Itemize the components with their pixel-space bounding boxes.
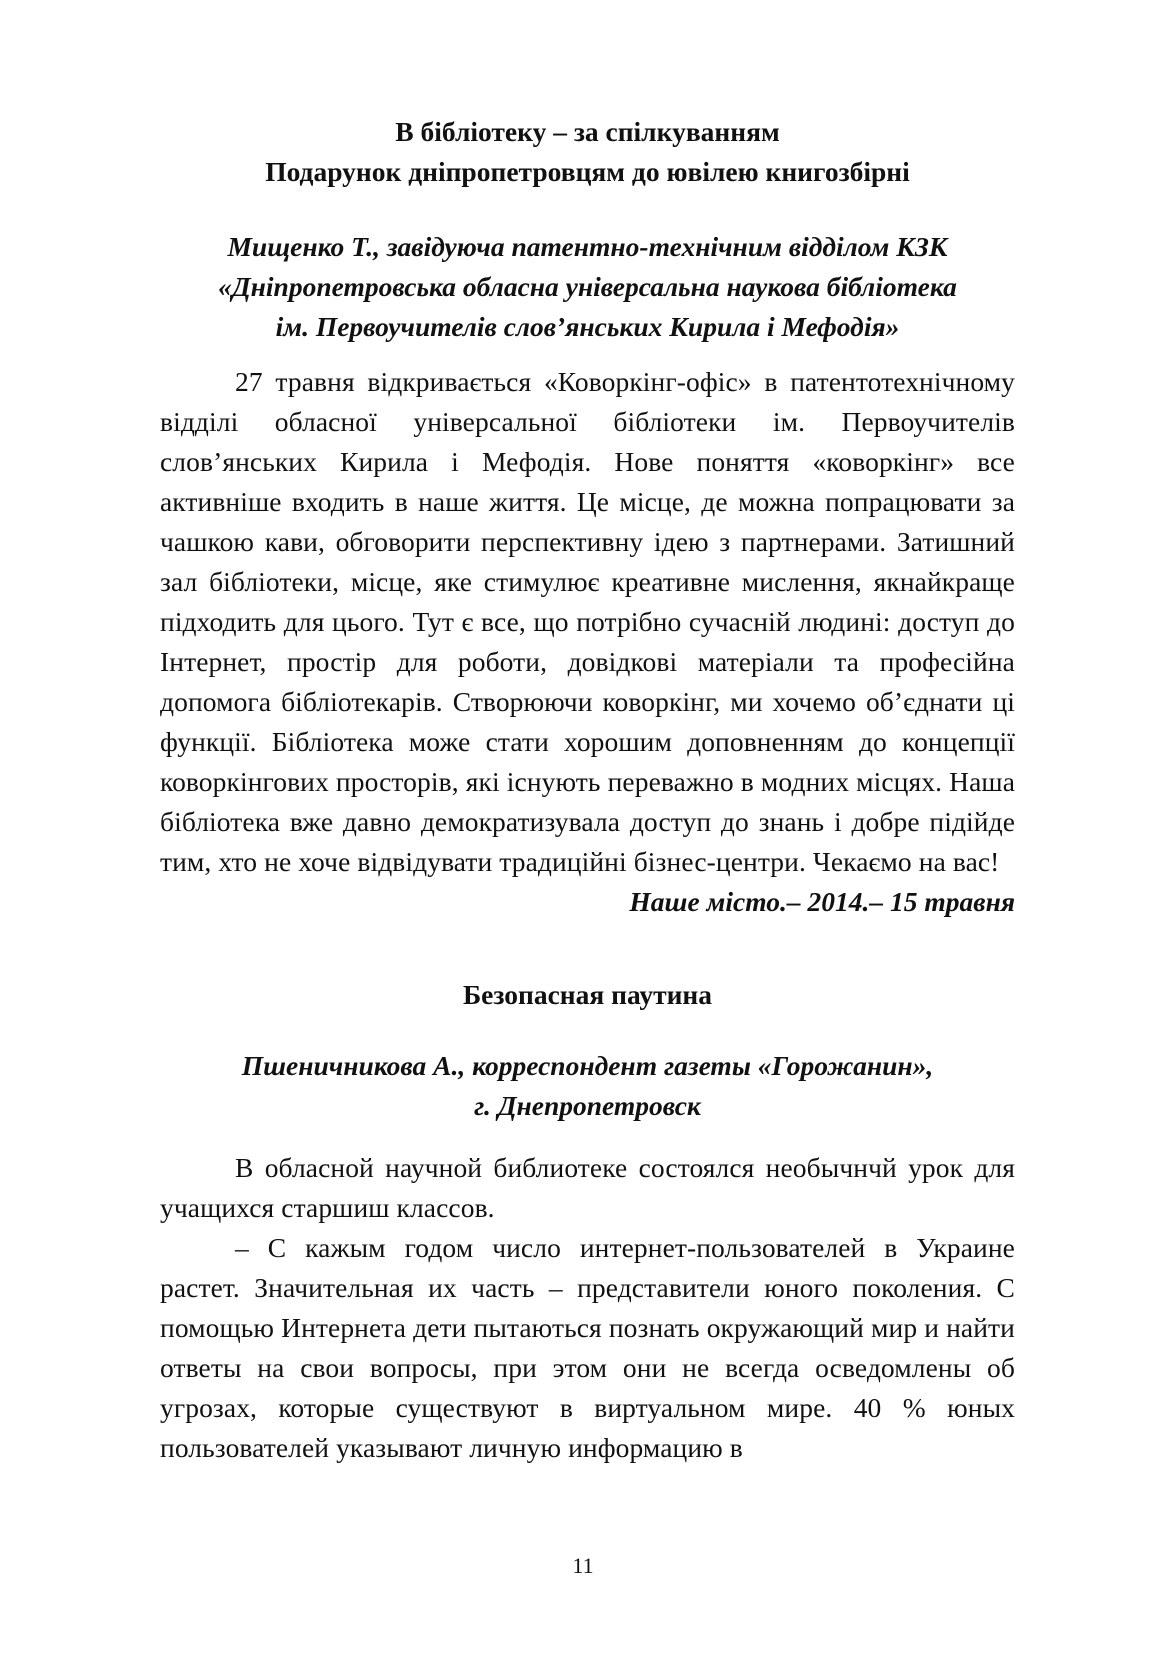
- article2-title: Безопасная паутина: [462, 979, 713, 1010]
- article1-byline: [160, 227, 1015, 347]
- article2-paragraph2: – С кажым годом число интернет-пользователей в Украине растет. Значительная их часть – представители юного поколения. С помощью Интернета дети пытаються познать окружающий мир и найти ответы на свои вопросы, при этом они не всегда осведомлены об угрозах, которые существуют в виртуальном мире. 40 % юных пользователей указывают личную информацию в: [160, 1232, 1015, 1463]
- article1-body: 27 травня відкривається «Коворкінг-офіс» в патентотехнічному відділі обласної універсальної бібліотеки ім. Первоучителів слов’янських Кирила і Мефодія. Нове поняття «коворкінг» все активніше входить в наше життя. Це місце, де можна попрацювати за чашкою кави, обговорити перспективну ідею з партнерами. Затишний зал бібліотеки, місце, яке стимулює креативне мислення, якнайкраще підходить для цього. Тут є все, що потрібно сучасній людині: доступ до Інтернет, простір для роботи, довідкові матеріали та професійна допомога бібліотекарів. Створюючи коворкінг, ми хочемо об’єднати ці функції. Бібліотека може стати хорошим доповненням до концепції коворкінгових просторів, які існують переважно в модних місцях. Наша бібліотека вже давно демократизувала доступ до знань і добре підійде тим, хто не хоче відвідувати традиційні бізнес-центри. Чекаємо на вас!: [160, 366, 1015, 877]
- article1-byline-line1: Мищенко Т., завідуюча патентно-технічним відділом КЗК: [227, 231, 948, 262]
- article1-body-block: [160, 362, 1015, 922]
- article2-body-block: [160, 1148, 1015, 1468]
- article2-paragraph1: В обласной научной библиотеке состоялся необычнчй урок для учащихся старшиш классов.: [160, 1152, 1015, 1223]
- article1-title-line2: Подарунок дніпропетровцям до ювілею книгозбірні: [265, 156, 910, 187]
- article1-source: Наше місто.– 2014.– 15 травня: [629, 886, 1015, 917]
- article1-heading: [160, 112, 1015, 192]
- article2-byline-line2: г. Днепропетровск: [474, 1090, 701, 1121]
- article2-byline: [160, 1046, 1015, 1126]
- page-number: 11: [572, 1553, 594, 1578]
- article1-byline-line3: ім. Первоучителів слов’янських Кирила і Мефодія»: [275, 311, 900, 342]
- article1-title-line1: В бібліотеку – за спілкуванням: [395, 116, 780, 147]
- article2-heading: [160, 975, 1015, 1015]
- article1-byline-line2: «Дніпропетровська обласна універсальна наукова бібліотека: [218, 271, 957, 302]
- article2-byline-line1: Пшеничникова А., корреспондент газеты «Горожанин»,: [241, 1050, 934, 1081]
